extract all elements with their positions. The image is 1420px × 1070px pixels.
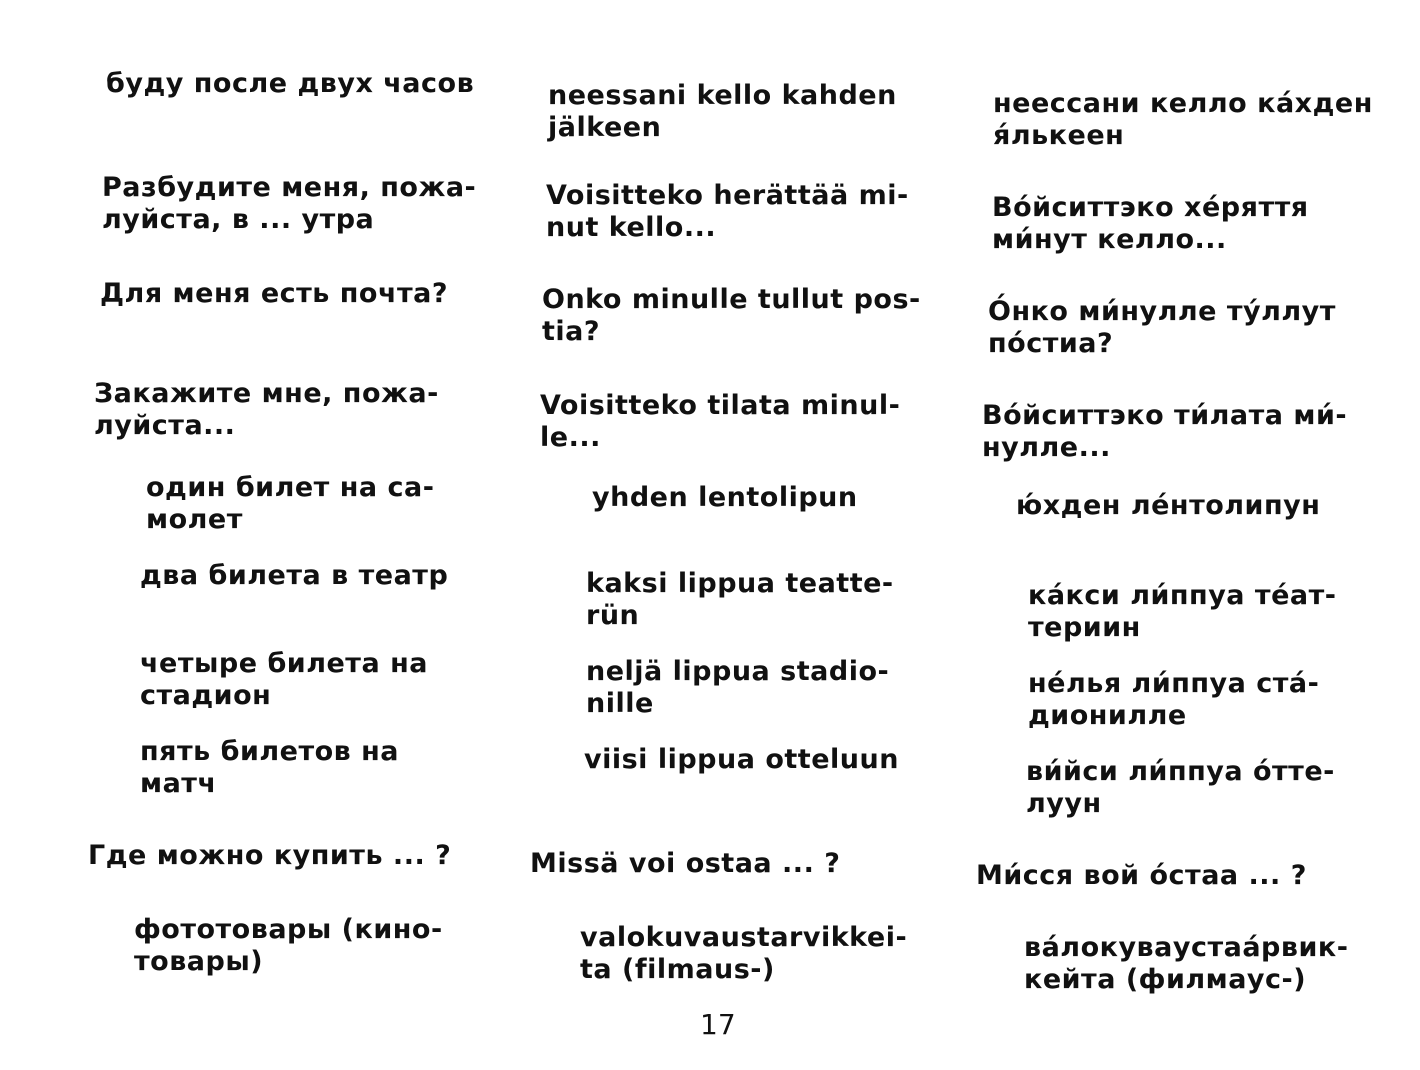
phrase-line: jälkeen [548, 112, 662, 143]
phrase-line: Ми́сся вой о́стаа ... ? [976, 860, 1307, 891]
finnish-phrase [530, 848, 930, 880]
phrase-line: nille [586, 688, 654, 719]
phrase-line: nut kello... [546, 212, 717, 243]
phrase-line: два билета в театр [140, 560, 449, 591]
finnish-phrase [592, 482, 932, 514]
phrase-line: Закажите мне, пожа- [94, 378, 439, 409]
phrase-line: стадион [140, 680, 272, 711]
phrase-line: tia? [542, 316, 601, 347]
phrase-line: товары) [134, 946, 264, 977]
phrase-line: rün [586, 600, 640, 631]
phrase-line: ва́локуваустаа́рвик- [1024, 932, 1349, 963]
phrase-line: neessani kello kahden [548, 80, 897, 111]
phrase-line: kaksi lippua teatte- [586, 568, 894, 599]
transcription-phrase [992, 192, 1392, 256]
phrase-line: луйста... [94, 410, 236, 441]
finnish-phrase [580, 922, 930, 986]
phrase-line: четыре билета на [140, 648, 428, 679]
finnish-phrase [584, 744, 924, 776]
phrase-line: yhden lentolipun [592, 482, 858, 513]
phrase-line: неессани келло ка́хден [993, 88, 1373, 119]
russian-phrase [140, 560, 480, 592]
phrase-line: ta (filmaus-) [580, 954, 775, 985]
phrase-line: ка́кси ли́ппуа те́ат- [1028, 580, 1337, 611]
phrase-line: дионилле [1028, 700, 1187, 731]
phrase-line: Voisitteko herättää mi- [546, 180, 909, 211]
phrase-line: фототовары (кино- [134, 914, 443, 945]
russian-phrase [88, 840, 478, 872]
phrase-line: Разбудите меня, пожа- [102, 172, 477, 203]
russian-phrase [140, 736, 480, 800]
phrase-line: viisi lippua otteluun [584, 744, 899, 775]
phrase-line: Missä voi ostaa ... ? [530, 848, 841, 879]
page-number: 17 [700, 1008, 736, 1041]
phrase-line: по́стиа? [988, 328, 1114, 359]
phrase-line: Во́йситтэко ти́лата ми́- [982, 400, 1348, 431]
phrase-line: один билет на са- [146, 472, 435, 503]
phrase-line: le... [540, 422, 601, 453]
phrase-line: Во́йситтэко хе́ряття [992, 192, 1309, 223]
phrase-line: нулле... [982, 432, 1111, 463]
russian-phrase [146, 472, 476, 536]
phrase-line: не́лья ли́ппуа ста́- [1028, 668, 1320, 699]
transcription-phrase [1028, 580, 1398, 644]
transcription-phrase [1016, 490, 1396, 522]
transcription-phrase [1028, 668, 1398, 732]
phrase-line: ми́нут келло... [992, 224, 1227, 255]
finnish-phrase [586, 656, 926, 720]
phrase-line: пять билетов на [140, 736, 400, 767]
phrase-line: Для меня есть почта? [100, 278, 449, 309]
transcription-phrase [1026, 756, 1396, 820]
finnish-phrase [540, 390, 920, 454]
transcription-phrase [993, 88, 1393, 152]
phrase-line: кейта (филмаус-) [1024, 964, 1307, 995]
phrase-line: териин [1028, 612, 1141, 643]
finnish-phrase [586, 568, 926, 632]
russian-phrase [134, 914, 474, 978]
phrase-line: ви́йси ли́ппуа о́тте- [1026, 756, 1335, 787]
phrase-line: О́нко ми́нулле ту́ллут [988, 296, 1336, 327]
phrase-line: луйста, в ... утра [102, 204, 375, 235]
finnish-phrase [542, 284, 922, 348]
transcription-phrase [976, 860, 1396, 892]
transcription-phrase [1024, 932, 1394, 996]
russian-phrase [140, 648, 480, 712]
transcription-phrase [988, 296, 1388, 360]
phrase-line: Voisitteko tilata minul- [540, 390, 901, 421]
phrase-line: Onko minulle tullut pos- [542, 284, 921, 315]
phrase-line: ю́хден ле́нтолипун [1016, 490, 1321, 521]
phrase-line: молет [146, 504, 243, 535]
phrase-line: valokuvaustarvikkei- [580, 922, 908, 953]
russian-phrase [106, 68, 486, 100]
phrase-line: я́лькеен [993, 120, 1125, 151]
transcription-phrase [982, 400, 1382, 464]
russian-phrase [94, 378, 474, 442]
phrase-line: neljä lippua stadio- [586, 656, 890, 687]
russian-phrase [100, 278, 480, 310]
phrase-line: Где можно купить ... ? [88, 840, 452, 871]
finnish-phrase [546, 180, 926, 244]
russian-phrase [102, 172, 482, 236]
phrase-line: матч [140, 768, 217, 799]
phrase-line: луун [1026, 788, 1102, 819]
phrase-line: буду после двух часов [106, 68, 475, 99]
finnish-phrase [548, 80, 928, 144]
